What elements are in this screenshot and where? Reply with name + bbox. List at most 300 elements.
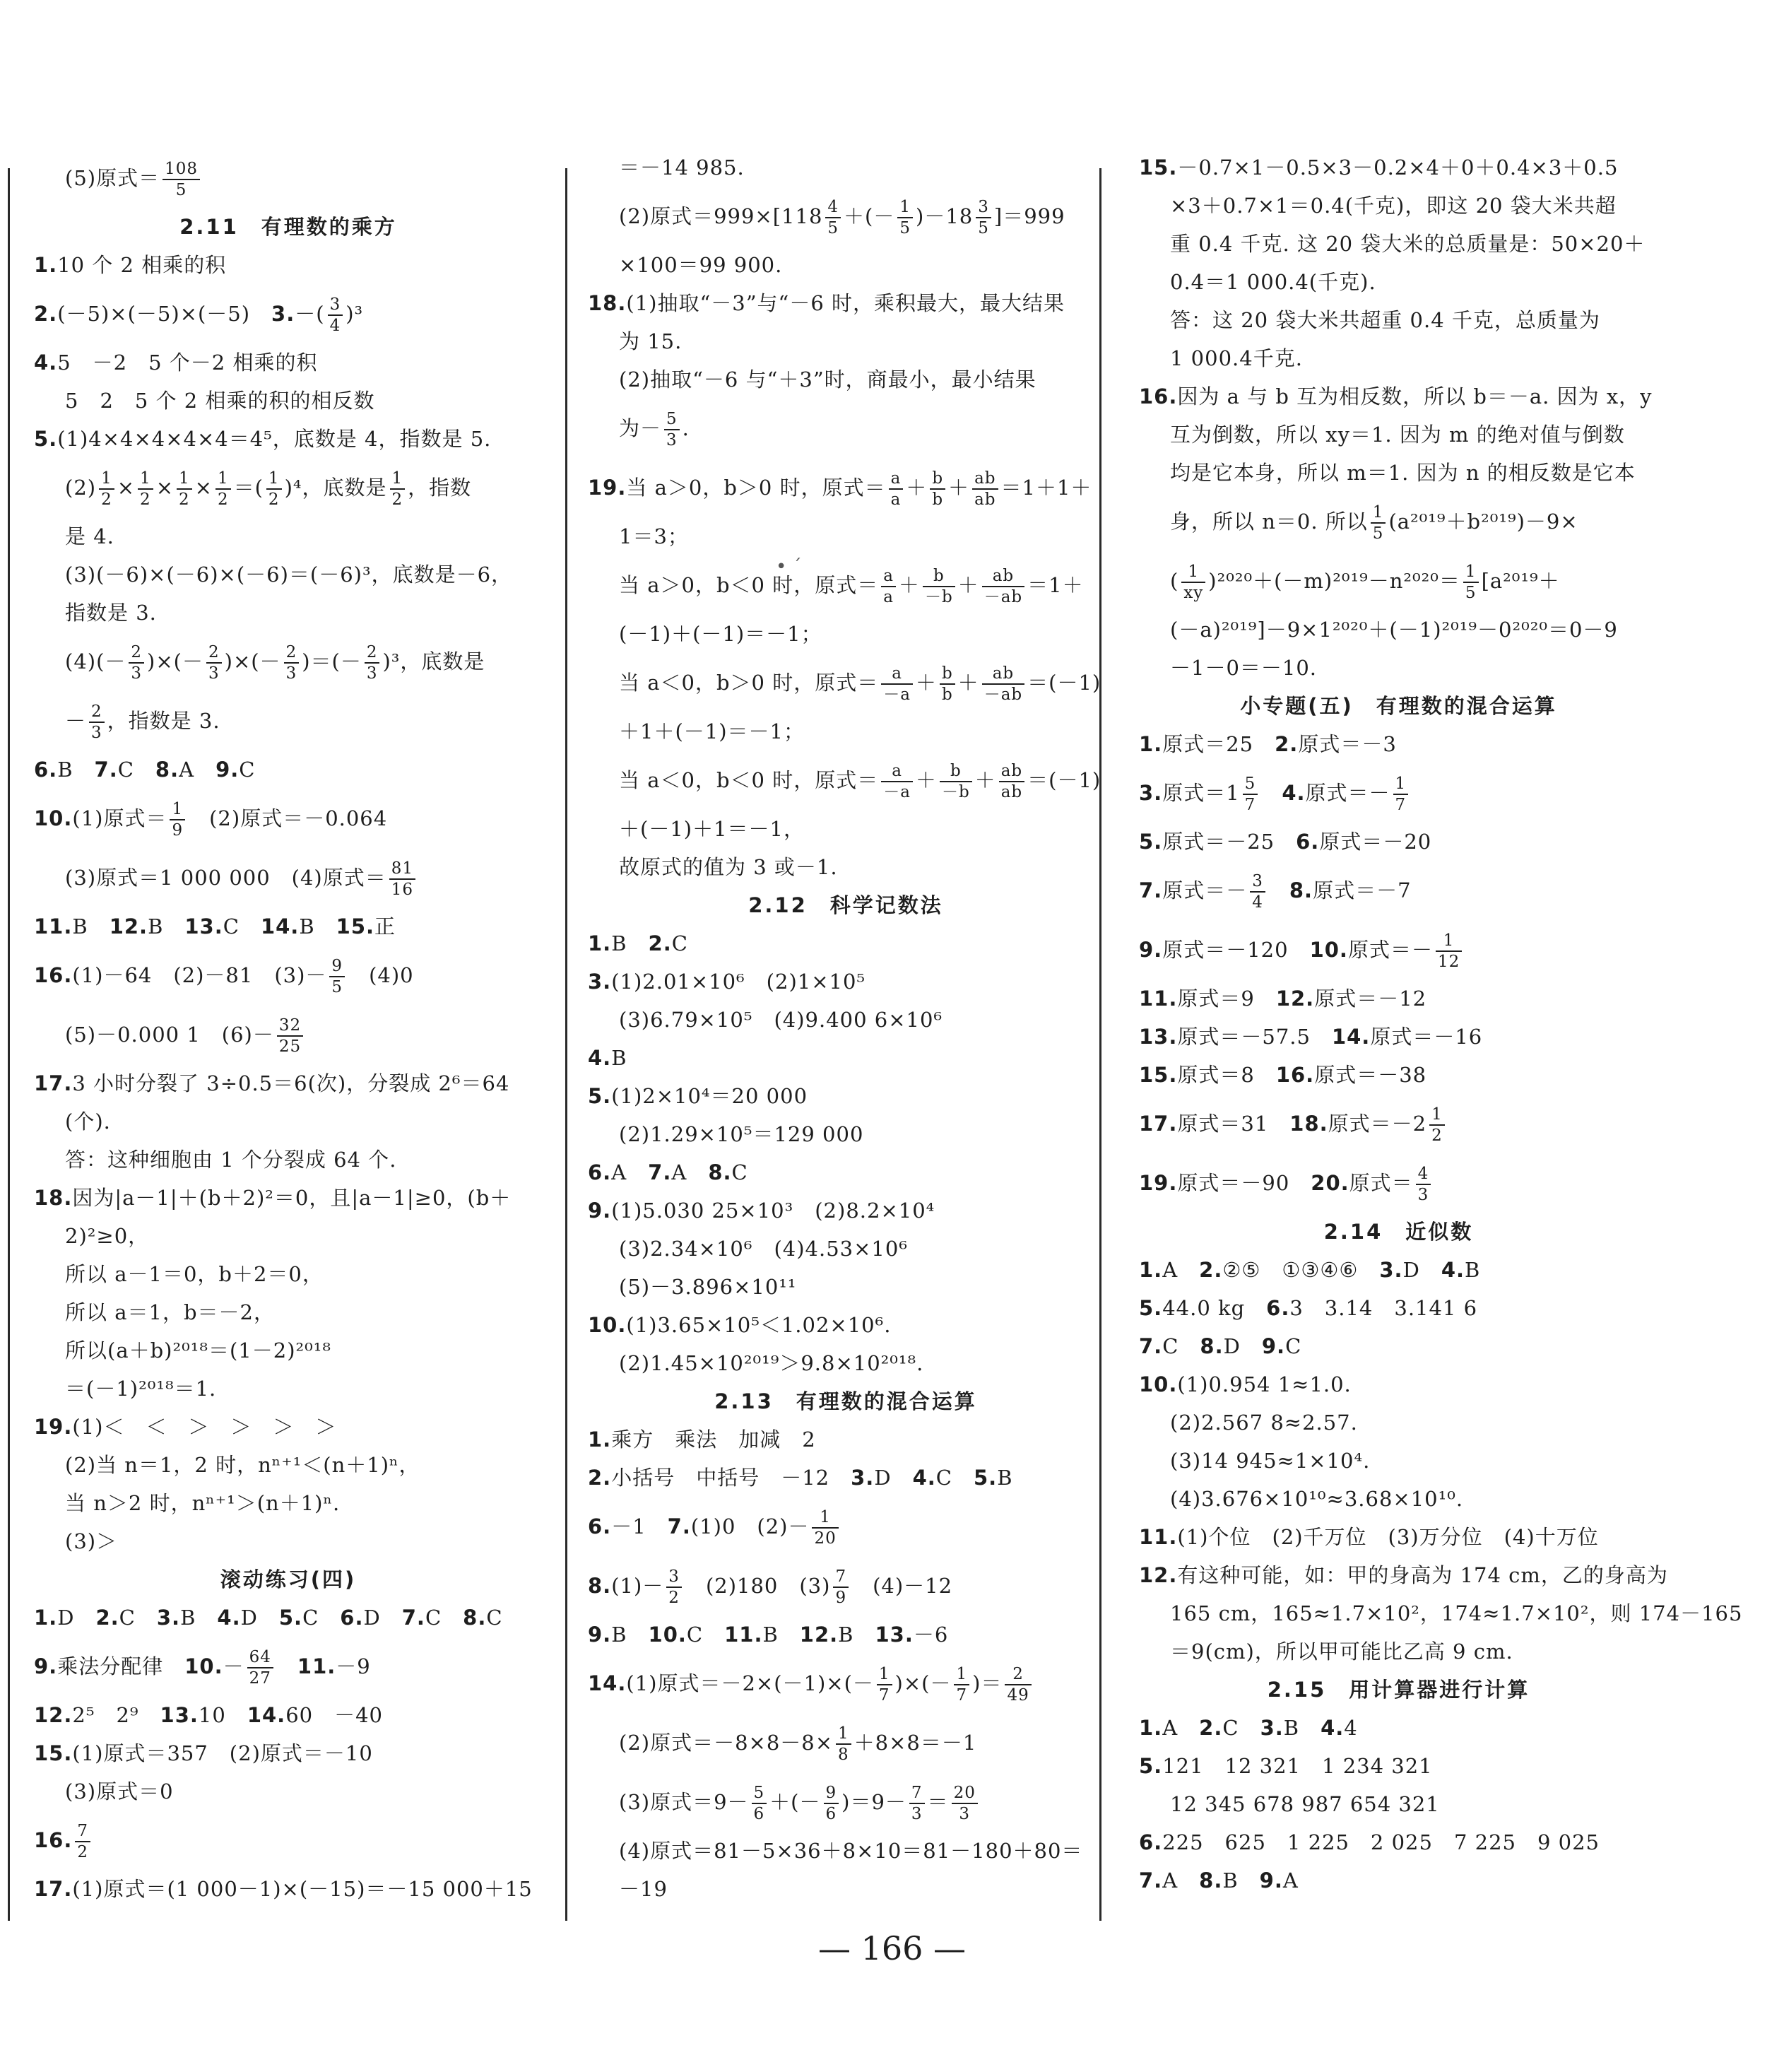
- text: －9: [336, 1654, 371, 1678]
- item-number: 7.: [1139, 1334, 1163, 1358]
- denominator: 9: [835, 1589, 847, 1607]
- text: 原式＝－20: [1319, 830, 1432, 854]
- text: (1)原式＝357 (2)原式＝－10: [72, 1741, 373, 1765]
- numerator: 81: [389, 859, 415, 880]
- answer-line: ＋(－1)＋1＝－1，: [619, 817, 805, 841]
- item-number: 1.: [588, 931, 612, 955]
- answer-line: [1139, 1747, 1658, 1785]
- text: C: [1162, 1334, 1200, 1358]
- numerator: 1: [877, 1664, 892, 1685]
- fraction: [89, 702, 105, 743]
- text: (3)原式＝1 000 000 (4)原式＝: [65, 866, 386, 890]
- answer-line: [34, 284, 543, 343]
- answer-line: [588, 187, 1104, 246]
- item-number: 8.: [1289, 878, 1313, 902]
- fraction: [138, 469, 153, 510]
- text: 正: [374, 914, 396, 938]
- text: (1)原式＝(1 000－1)×(－15)＝－15 000＋15: [72, 1877, 533, 1901]
- text: 原式＝1: [1162, 781, 1240, 805]
- fraction: [266, 469, 282, 510]
- text: B: [838, 1623, 875, 1647]
- item-number: 4.: [217, 1606, 241, 1630]
- numerator: 2: [89, 702, 105, 723]
- denominator: 5: [899, 219, 911, 237]
- answer-line: [1139, 1094, 1658, 1153]
- numerator: 1: [266, 469, 282, 490]
- numerator: 1: [1436, 931, 1462, 952]
- denominator: 27: [249, 1669, 271, 1688]
- numerator: b: [940, 664, 955, 685]
- answer-line: (2)2.567 8≈2.57.: [1170, 1411, 1358, 1435]
- answer-line: [1139, 492, 1658, 551]
- text: 原式＝－7: [1313, 878, 1412, 902]
- item-number: 17.: [34, 1071, 73, 1095]
- text: (1)抽取“－3”与“－6 时，乘积最大，最大结果: [626, 291, 1065, 315]
- answer-line: 为 15.: [619, 329, 683, 353]
- fraction: [923, 566, 955, 607]
- column-divider-left: [8, 168, 10, 1921]
- item-number: 14.: [1331, 1025, 1371, 1049]
- numerator: 5: [664, 409, 680, 430]
- answer-line: [1139, 148, 1658, 187]
- fraction: [1005, 1664, 1031, 1705]
- text: 2⁵ 2⁹: [72, 1703, 160, 1727]
- item-number: 3.: [1260, 1716, 1284, 1740]
- fraction: [277, 1016, 303, 1056]
- fraction: [982, 664, 1024, 705]
- text: B: [997, 1466, 1013, 1490]
- text: B: [57, 758, 95, 782]
- denominator: b: [941, 685, 953, 704]
- answer-line: [34, 632, 543, 691]
- denominator: 3: [911, 1805, 923, 1823]
- numerator: 2: [365, 642, 380, 664]
- text: A: [671, 1160, 709, 1184]
- denominator: －a: [883, 783, 911, 801]
- denominator: 2: [1431, 1126, 1443, 1145]
- item-number: 12.: [109, 914, 148, 938]
- column-divider-1: [565, 168, 567, 1921]
- numerator: 7: [909, 1783, 925, 1804]
- denominator: －ab: [983, 588, 1023, 606]
- text: ＋: [906, 476, 928, 500]
- denominator: 3: [208, 664, 220, 683]
- text: C: [1285, 1334, 1302, 1358]
- denominator: 12: [1437, 953, 1460, 971]
- fraction: [1436, 931, 1462, 972]
- denominator: 7: [1244, 796, 1256, 814]
- answer-line: (－1)＋(－1)＝－1；: [619, 622, 822, 646]
- text: (4)－12: [851, 1574, 953, 1598]
- text: －0.7×1－0.5×3－0.2×4＋0＋0.4×3＋0.5: [1177, 155, 1619, 179]
- answer-line: [34, 1005, 543, 1064]
- text: ＋: [915, 768, 937, 792]
- answer-line: 5 2 5 个 2 相乘的积的相反数: [65, 389, 375, 413]
- text: (2)原式＝－8×8－8×: [619, 1731, 834, 1755]
- item-number: 6.: [1296, 830, 1320, 854]
- text: 因为|a－1|＋(b＋2)²＝0，且|a－1|≥0，(b＋: [72, 1186, 512, 1210]
- numerator: 1: [138, 469, 153, 490]
- item-number: 14.: [260, 914, 300, 938]
- fraction: [954, 1664, 969, 1705]
- text: ，指数: [408, 476, 472, 500]
- answer-line: 所以 a－1＝0，b＋2＝0，: [65, 1262, 324, 1286]
- section-heading: 小专题(五) 有理数的混合运算: [1240, 694, 1557, 718]
- text: 原式＝25: [1162, 732, 1275, 756]
- text: 原式＝－3: [1298, 732, 1397, 756]
- answer-line: [588, 963, 1104, 1001]
- text: C: [731, 1160, 748, 1184]
- item-number: 4.: [1441, 1258, 1465, 1282]
- fraction: [389, 859, 415, 900]
- answer-line: [34, 1870, 543, 1908]
- answer-line: [1139, 920, 1658, 979]
- answer-line: 1 000.4千克.: [1170, 346, 1303, 370]
- item-number: 1.: [588, 1428, 612, 1452]
- fraction: [1181, 562, 1205, 603]
- answer-line: [588, 1191, 1104, 1230]
- text: 当 a＞0，b＜0 时，原式＝: [619, 573, 879, 597]
- item-number: 2.: [95, 1606, 119, 1630]
- numerator: a: [881, 566, 896, 587]
- denominator: 5: [331, 978, 343, 996]
- item-number: 11.: [1139, 987, 1178, 1011]
- text: 44.0 kg: [1162, 1296, 1267, 1320]
- fraction: [877, 1664, 892, 1705]
- text: [1260, 781, 1282, 805]
- item-number: 1.: [34, 1606, 58, 1630]
- answer-line: [588, 1654, 1104, 1713]
- denominator: 2: [140, 490, 151, 509]
- item-number: 15.: [34, 1741, 73, 1765]
- numerator: 64: [247, 1647, 273, 1668]
- fraction: [752, 1783, 767, 1824]
- item-number: 5.: [1139, 830, 1163, 854]
- item-number: 10.: [588, 1313, 627, 1337]
- text: 为－: [619, 416, 662, 440]
- fraction: [999, 761, 1024, 802]
- text: D: [1223, 1334, 1262, 1358]
- fraction: [75, 1821, 90, 1862]
- answer-line: [34, 789, 543, 848]
- answer-line: (4)3.676×10¹⁰≈3.68×10¹⁰.: [1170, 1487, 1464, 1511]
- item-number: 7.: [667, 1514, 691, 1538]
- answer-line: ＝(－1)²⁰¹⁸＝1.: [65, 1377, 217, 1401]
- item-number: 11.: [724, 1623, 763, 1647]
- answer-line: 均是它本身，所以 m＝1. 因为 n 的相反数是它本: [1170, 461, 1636, 485]
- text: ＝(－1): [1027, 671, 1101, 695]
- item-number: 3.: [1139, 781, 1163, 805]
- answer-line: [1139, 1365, 1658, 1403]
- text: ×: [155, 476, 174, 500]
- answer-line: [34, 691, 543, 750]
- text: ＋(－: [769, 1790, 821, 1814]
- denominator: 2: [179, 490, 190, 509]
- text: 10: [198, 1703, 247, 1727]
- text: ②⑤ ①③④⑥: [1222, 1258, 1380, 1282]
- text: ＋8×8＝－1: [853, 1731, 977, 1755]
- text: A: [1162, 1868, 1200, 1893]
- answer-line: 165 cm，165≈1.7×10²，174≈1.7×10²，则 174－165: [1170, 1601, 1743, 1625]
- answer-line: [34, 848, 543, 907]
- text: B: [611, 931, 649, 955]
- answer-line: [588, 750, 1104, 810]
- numerator: 1: [1429, 1105, 1445, 1126]
- fraction: [1243, 774, 1258, 815]
- denominator: 7: [878, 1686, 890, 1705]
- answer-line: (2)抽取“－6 与“＋3”时，商最小，最小结果: [619, 367, 1036, 392]
- item-number: 9.: [1259, 1868, 1283, 1893]
- item-number: 5.: [588, 1084, 612, 1108]
- denominator: ab: [974, 490, 996, 509]
- item-number: 1.: [1139, 1716, 1163, 1740]
- fraction: [284, 642, 300, 683]
- text: (1)2×10⁴＝20 000: [611, 1084, 808, 1108]
- answer-line: (2)1.45×10²⁰¹⁹＞9.8×10²⁰¹⁸.: [619, 1351, 924, 1375]
- answer-line: (3)6.79×10⁵ (4)9.400 6×10⁶: [619, 1008, 943, 1032]
- numerator: 1: [177, 469, 192, 490]
- text: ＝(－1): [1027, 768, 1101, 792]
- text: D: [1402, 1258, 1441, 1282]
- item-number: 3.: [156, 1606, 181, 1630]
- answer-line: －19: [619, 1877, 668, 1901]
- item-number: 8.: [155, 758, 179, 782]
- item-number: 5.: [278, 1606, 303, 1630]
- text: )²⁰²⁰＋(－m)²⁰¹⁹－n²⁰²⁰＝: [1208, 569, 1460, 593]
- text: C: [486, 1606, 503, 1630]
- item-number: 7.: [1139, 1868, 1163, 1893]
- fraction: [881, 664, 913, 705]
- item-number: 8.: [1200, 1334, 1224, 1358]
- item-number: 13.: [875, 1623, 914, 1647]
- denominator: －b: [924, 588, 953, 606]
- item-number: 17.: [1139, 1112, 1178, 1136]
- denominator: a: [883, 588, 894, 606]
- text: A: [611, 1160, 649, 1184]
- fraction: [390, 469, 406, 510]
- denominator: 2: [217, 490, 229, 509]
- text: －: [65, 709, 87, 733]
- item-number: 4.: [912, 1466, 936, 1490]
- text: 当 a＜0，b＜0 时，原式＝: [619, 768, 879, 792]
- item-number: 10.: [648, 1623, 687, 1647]
- denominator: 9: [172, 821, 184, 840]
- item-number: 5.: [34, 427, 58, 451]
- text: A: [179, 758, 216, 782]
- text: 121 12 321 1 234 321: [1162, 1754, 1433, 1778]
- denominator: 4: [329, 317, 341, 335]
- section-heading: 2.15 用计算器进行计算: [1267, 1678, 1530, 1702]
- answer-line: [34, 1408, 543, 1446]
- text: 60 －40: [285, 1703, 383, 1727]
- answer-line: 0.4＝1 000.4(千克).: [1170, 270, 1376, 294]
- denominator: －a: [883, 685, 911, 704]
- fraction: [1463, 562, 1479, 603]
- answer-line: [1139, 823, 1658, 861]
- fraction: [170, 799, 185, 840]
- text: (1)2.01×10⁶ (2)1×10⁵: [611, 970, 866, 994]
- numerator: 9: [329, 956, 345, 977]
- section-heading: 2.13 有理数的混合运算: [714, 1389, 977, 1413]
- numerator: 7: [75, 1821, 90, 1842]
- answer-line: (3)(－6)×(－6)×(－6)＝(－6)³，底数是－6，: [65, 563, 513, 587]
- text: )×(－: [224, 649, 281, 673]
- item-number: 12.: [1275, 987, 1315, 1011]
- item-number: 3.: [271, 302, 295, 326]
- denominator: －b: [941, 783, 970, 801]
- ink-mark: • ˊ: [776, 556, 802, 577]
- item-number: 4.: [34, 351, 58, 375]
- numerator: 1: [897, 197, 913, 218]
- answer-line: [34, 1064, 543, 1102]
- fraction: [1416, 1164, 1431, 1205]
- text: [a²⁰¹⁹＋: [1481, 569, 1560, 593]
- fraction: [365, 642, 380, 683]
- answer-line: (3)2.34×10⁶ (4)4.53×10⁶: [619, 1237, 908, 1261]
- fraction: [836, 1724, 851, 1765]
- answer-line: [1139, 1056, 1658, 1094]
- fraction: [940, 761, 972, 802]
- denominator: b: [932, 490, 944, 509]
- item-number: 6.: [588, 1514, 612, 1538]
- item-number: 9.: [1261, 1334, 1286, 1358]
- answer-line: [1139, 1018, 1658, 1056]
- fraction: [129, 642, 144, 683]
- answer-line: (3)原式＝0: [65, 1779, 174, 1803]
- column-3: [1139, 148, 1743, 1900]
- answer-line: 1＝3；: [619, 524, 689, 548]
- text: ＝1＋1＋: [1000, 476, 1092, 500]
- item-number: 5.: [973, 1466, 998, 1490]
- item-number: 18.: [1289, 1112, 1328, 1136]
- text: ＝: [927, 1790, 949, 1814]
- text: 原式＝－16: [1370, 1025, 1483, 1049]
- text: 身，所以 n＝0. 所以: [1170, 510, 1368, 534]
- numerator: a: [881, 761, 913, 782]
- answer-line: [34, 458, 543, 517]
- answer-line: [34, 1599, 543, 1637]
- text: (－5)×(－5)×(－5): [57, 302, 272, 326]
- item-number: 10.: [184, 1654, 223, 1678]
- section-heading: 滚动练习(四): [220, 1567, 357, 1591]
- text: C: [223, 914, 261, 938]
- text: 原式＝8: [1177, 1063, 1276, 1087]
- numerator: 20: [952, 1783, 978, 1804]
- text: B: [148, 914, 185, 938]
- item-number: 9.: [588, 1199, 612, 1223]
- item-number: 9.: [215, 758, 240, 782]
- text: A: [1162, 1258, 1200, 1282]
- denominator: 6: [825, 1805, 837, 1823]
- answer-line: [588, 399, 1104, 458]
- answer-line: [1139, 1289, 1658, 1327]
- text: (2)原式＝－0.064: [188, 806, 388, 830]
- answer-line: 故原式的值为 3 或－1.: [619, 855, 838, 879]
- fraction: [163, 159, 200, 200]
- fraction: [99, 469, 114, 510]
- answer-line: [34, 907, 543, 946]
- denominator: 3: [131, 664, 143, 683]
- denominator: 25: [278, 1037, 302, 1056]
- denominator: 2: [77, 1843, 89, 1861]
- fraction: [1371, 502, 1386, 543]
- denominator: 4: [1252, 893, 1263, 912]
- answer-line: [34, 1696, 543, 1734]
- text: )×(－: [147, 649, 203, 673]
- text: B: [1222, 1868, 1260, 1893]
- numerator: a: [881, 664, 913, 685]
- item-number: 8.: [1199, 1868, 1223, 1893]
- item-number: 16.: [34, 963, 73, 987]
- denominator: 20: [814, 1529, 837, 1548]
- item-number: 20.: [1311, 1171, 1349, 1195]
- answer-line: (4)原式＝81－5×36＋8×10＝81－180＋80＝: [619, 1839, 1083, 1863]
- answer-line: [34, 246, 543, 284]
- text: (1)0 (2)－: [690, 1514, 810, 1538]
- answer-line: [1139, 1709, 1658, 1747]
- fraction: [329, 956, 345, 997]
- answer-line: [588, 1497, 1104, 1556]
- answer-line: [1139, 763, 1658, 823]
- item-number: 9.: [588, 1623, 612, 1647]
- answer-line: 答：这种细胞由 1 个分裂成 64 个.: [65, 1148, 397, 1172]
- item-number: 12.: [1139, 1563, 1178, 1587]
- text: ＋: [974, 768, 996, 792]
- text: (2)180 (3): [684, 1574, 831, 1598]
- text: ＝1＋: [1027, 573, 1084, 597]
- numerator: b: [923, 566, 955, 587]
- text: (2)原式＝999×[118: [619, 204, 823, 228]
- answer-line: －1－0＝－10.: [1170, 656, 1318, 680]
- item-number: 12.: [799, 1623, 839, 1647]
- answer-line: 答：这 20 袋大米共超重 0.4 千克，总质量为: [1170, 308, 1600, 332]
- text: B: [72, 914, 110, 938]
- text: 原式＝－2: [1328, 1112, 1427, 1136]
- answer-line: 是 4.: [65, 524, 114, 548]
- item-number: 14.: [247, 1703, 286, 1727]
- numerator: 1: [215, 469, 231, 490]
- item-number: 1.: [34, 253, 58, 277]
- item-number: 7.: [648, 1160, 672, 1184]
- answer-line: (3)＞: [65, 1529, 118, 1553]
- denominator: 5: [175, 181, 187, 199]
- item-number: 14.: [588, 1671, 627, 1695]
- item-number: 15.: [1139, 155, 1178, 179]
- item-number: 13.: [160, 1703, 199, 1727]
- item-number: 13.: [184, 914, 223, 938]
- text: (1)4×4×4×4×4＝4⁵，底数是 4，指数是 5.: [57, 427, 492, 451]
- text: ，指数是 3.: [107, 709, 220, 733]
- text: ×: [117, 476, 136, 500]
- fraction: [247, 1647, 273, 1688]
- answer-line: 指数是 3.: [65, 601, 157, 625]
- text: (5)－0.000 1 (6)－: [65, 1023, 274, 1047]
- denominator: 5: [1372, 524, 1384, 543]
- fraction: [909, 1783, 925, 1824]
- denominator: 3: [285, 664, 297, 683]
- numerator: 5: [1243, 774, 1258, 795]
- item-number: 19.: [34, 1415, 73, 1439]
- text: A: [1162, 1716, 1200, 1740]
- numerator: 7: [833, 1567, 849, 1588]
- fraction: [940, 664, 955, 705]
- text: ]＝999: [993, 204, 1065, 228]
- text: (4)(－: [65, 649, 126, 673]
- fraction: [972, 469, 998, 510]
- text: 原式＝－12: [1314, 987, 1427, 1011]
- text: C: [1222, 1716, 1260, 1740]
- answer-line: [588, 1772, 1104, 1832]
